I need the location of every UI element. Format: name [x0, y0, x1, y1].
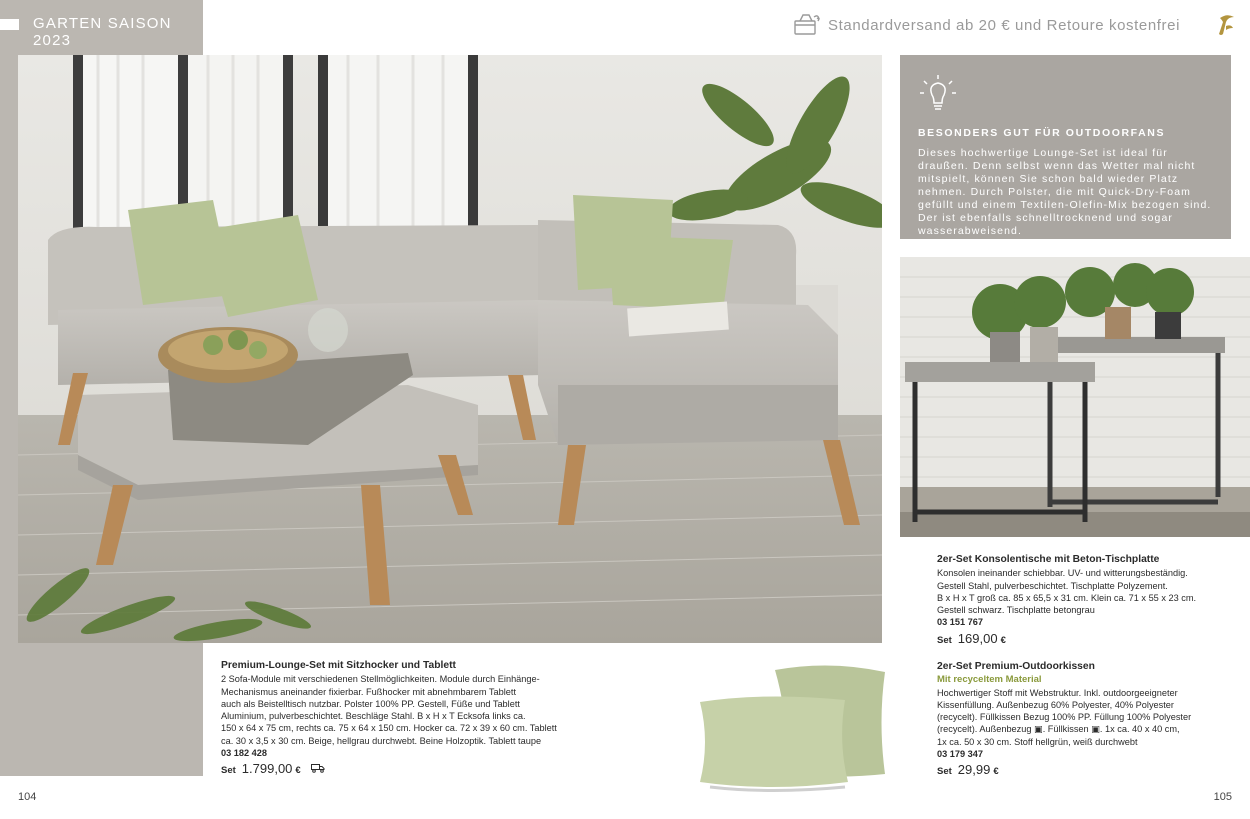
tip-box	[900, 55, 1231, 239]
truck-icon	[311, 763, 325, 776]
product-console-tables	[937, 554, 1237, 647]
product-desc-line: Kissenfüllung. Außenbezug 60% Polyester, 40% Polyester	[937, 699, 1174, 710]
console-tables-photo	[900, 257, 1250, 537]
price-label: Set	[937, 634, 952, 646]
product-desc-line: 2 Sofa-Module mit verschiedenen Stellmöglichkeiten. Module durch Einhänge-	[221, 674, 540, 685]
shipping-text: Standardversand ab 20 € und Retoure kostenfrei	[828, 16, 1180, 34]
product-desc-line: B x H x T groß ca. 85 x 65,5 x 31 cm. Klein ca. 71 x 55 x 23 cm.	[937, 592, 1197, 603]
tchibo-logo-icon	[1216, 12, 1238, 38]
currency: €	[295, 765, 301, 777]
page-title: GARTEN SAISON 2023	[33, 15, 172, 49]
product-desc-line: Konsolen ineinander schiebbar. UV- und witterungsbeständig.	[937, 568, 1188, 579]
shipping-info	[792, 12, 1210, 38]
product-desc-line: 150 x 64 x 75 cm, rechts ca. 75 x 64 x 150 cm. Hocker ca. 72 x 39 x 60 cm. Tablett	[221, 723, 557, 734]
product-lounge-set	[221, 660, 561, 778]
product-desc-line: Aluminium, pulverbeschichtet. Beschläge Stahl. B x H x T Ecksofa links ca.	[221, 711, 526, 722]
article-number: 03 179 347	[937, 749, 983, 760]
page-number-left: 104	[18, 791, 37, 803]
price-label: Set	[221, 765, 236, 777]
product-desc-line: auch als Beistelltisch nutzbar. Polster 100% PP. Gestell, Füße und Tablett	[221, 698, 520, 709]
product-desc-line: (recycelt). Füllkissen Bezug 100% PP. Füllung 100% Polyester	[937, 712, 1192, 723]
header-marker	[0, 19, 19, 30]
price-amount: 169,00	[957, 630, 998, 646]
article-number: 03 182 428	[221, 748, 267, 759]
package-return-icon	[792, 12, 820, 38]
lounge-set-photo	[18, 55, 882, 643]
product-title: Premium-Lounge-Set mit Sitzhocker und Tablett	[221, 660, 456, 671]
product-desc-line: 1x ca. 50 x 30 cm. Stoff hellgrün, weiß durchwebt	[937, 736, 1138, 747]
lightbulb-icon	[918, 73, 958, 113]
tip-text: Dieses hochwertige Lounge-Set ist ideal für draußen. Denn selbst wenn das Wetter mal nicht mitspielt, können Sie schon bald wieder Platz nehmen. Durch Polster, die mit Quick-Dry-Foam gefüllt und einem Textilen-Olefin-Mix bezogen sind. Der ist ebenfalls schnelltrocknend und sogar wasserabweisend.	[918, 147, 1212, 237]
price-amount: 29,99	[957, 762, 991, 778]
currency: €	[1000, 634, 1006, 646]
product-outdoor-cushions	[937, 661, 1237, 779]
price-label: Set	[937, 766, 952, 778]
article-number: 03 151 767	[937, 617, 983, 628]
product-subtitle: Mit recyceltem Material	[937, 674, 1042, 686]
price-row	[221, 763, 561, 777]
price-row	[937, 764, 1237, 778]
price-amount: 1.799,00	[241, 761, 293, 777]
product-desc-line: ca. 30 x 3,5 x 30 cm. Beige, hellgrau durchwebt. Beine Holzoptik. Tablett taupe	[221, 735, 542, 746]
currency: €	[993, 766, 999, 778]
product-desc-line: Gestell schwarz. Tischplatte betongrau	[937, 605, 1095, 616]
product-desc-line: Mechanismus aneinander fixierbar. Fußhocker mit abnehmbarem Tablett	[221, 686, 516, 697]
product-desc-line: (recycelt). Außenbezug ▣. Füllkissen ▣. 1x ca. 40 x 40 cm,	[937, 724, 1180, 735]
tip-title: BESONDERS GUT FÜR OUTDOORFANS	[918, 127, 1166, 139]
page-number-right: 105	[1213, 791, 1232, 803]
outdoor-cushions-photo	[680, 652, 912, 812]
product-desc-line: Hochwertiger Stoff mit Webstruktur. Inkl. outdoorgeeigneter	[937, 687, 1178, 698]
header-bar	[0, 0, 203, 55]
product-desc-line: Gestell Stahl, pulverbeschichtet. Tischplatte Polyzement.	[937, 580, 1168, 591]
product-title: 2er-Set Premium-Outdoorkissen	[937, 661, 1095, 672]
price-row	[937, 630, 1237, 647]
product-title: 2er-Set Konsolentische mit Beton-Tischplatte	[937, 554, 1160, 565]
